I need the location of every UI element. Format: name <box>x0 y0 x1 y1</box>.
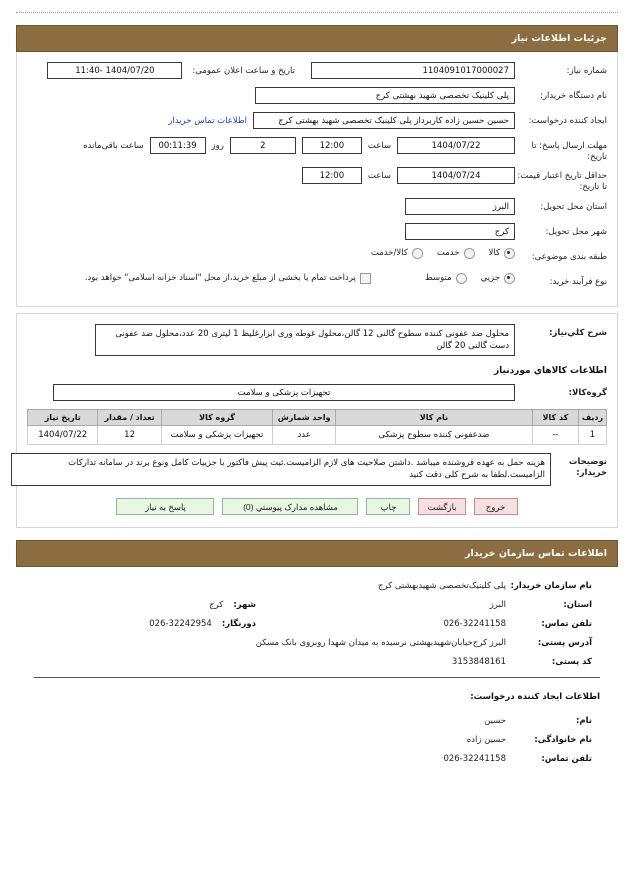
creator-field[interactable]: حسین حسین زاده کاربرداز پلی کلینیک تخصصی شهید بهشتی کرج <box>253 112 515 129</box>
row-goods-group <box>27 384 607 404</box>
action-button-bar <box>27 498 607 515</box>
buyer-contact-link[interactable]: اطلاعات تماس خریدار <box>168 115 247 126</box>
row-requester-firstname <box>42 716 592 726</box>
summary-label: شرح کلي‌نیاز: <box>549 327 607 338</box>
time-remaining-label: ساعت باقی‌مانده <box>83 140 144 151</box>
exit-button[interactable]: خروج <box>474 498 518 515</box>
category-option-label: کالا/خدمت <box>370 248 408 258</box>
cell-date: 1404/07/22 <box>28 426 98 445</box>
need-details-panel <box>16 52 618 307</box>
cell-group: تجهیزات پزشکی و سلامت <box>161 426 273 445</box>
col-header-unit: واحد شمارش <box>273 410 336 426</box>
cell-radif: 1 <box>578 426 606 445</box>
contact-divider <box>34 677 600 678</box>
process-option-motavaset[interactable] <box>425 273 467 284</box>
row-category <box>27 248 607 268</box>
answer-need-button[interactable]: پاسخ به نیاز <box>116 498 214 515</box>
radio-icon[interactable] <box>412 248 423 259</box>
table-row <box>28 426 607 445</box>
buyer-notes-label: توضیحات خریدار: <box>568 457 607 478</box>
back-button[interactable]: بازگشت <box>418 498 465 515</box>
price-validity-time-field[interactable]: 12:00 <box>302 167 362 184</box>
process-option-label: جزیي <box>480 273 500 283</box>
row-contact-address <box>42 638 592 648</box>
contact-fax-label: دورنگار: <box>221 618 256 629</box>
requester-lastname-label: نام خانوادگی: <box>534 734 592 745</box>
row-buyer-notes <box>27 453 607 486</box>
process-option-jozi[interactable] <box>481 273 515 284</box>
province-field[interactable]: البرز <box>405 198 515 215</box>
buyer-org-field[interactable]: پلی کلینیک تخصصی شهید بهشتی کرج <box>255 87 515 104</box>
contact-phone-label: تلفن تماس: <box>541 618 592 629</box>
row-need-number <box>27 62 607 82</box>
col-header-name: نام کالا <box>336 410 533 426</box>
requester-firstname-label: نام: <box>575 715 592 726</box>
category-option-kala[interactable] <box>489 248 515 259</box>
requester-phone-value: 026-32241158 <box>443 753 506 764</box>
process-label: نوع فرآیند خرید: <box>549 276 607 287</box>
province-label: استان محل تحویل: <box>540 201 607 212</box>
col-header-group: گروه کالا <box>161 410 273 426</box>
col-header-qty: تعداد / مقدار <box>98 410 161 426</box>
contact-address-value: البرز کرج‌خیابان‌شهید‌بهشتی نرسیده به میدان شهدا روبروی بانک مسکن <box>255 637 506 648</box>
col-header-code: کد کالا <box>532 410 578 426</box>
category-option-label: کالا <box>488 248 500 258</box>
goods-panel <box>16 313 618 528</box>
buyer-org-label: نام دستگاه خریدار: <box>540 91 607 101</box>
row-contact-phone-fax <box>42 619 592 629</box>
cell-name: ضدعفونی کننده سطوح پزشکی <box>336 426 533 445</box>
row-process-type <box>27 273 607 293</box>
buyer-contact-header: اطلاعات تماس سازمان خریدار <box>16 540 618 567</box>
contact-fax-value: 026-32242954 <box>149 618 212 629</box>
view-documents-button[interactable]: مشاهده مدارک پیوستي (0) <box>222 498 358 515</box>
category-label: طبقه بندی موضوعی: <box>531 251 607 262</box>
requester-lastname-value: حسین زاده <box>466 734 506 745</box>
goods-group-field[interactable]: تجهیزات پزشکی و سلامت <box>53 384 515 401</box>
cell-code: -- <box>532 426 578 445</box>
creator-label: ایجاد کننده درخواست: <box>528 116 607 126</box>
contact-postal-value: 3153848161 <box>451 656 506 667</box>
buyer-contact-block <box>16 581 618 667</box>
radio-icon[interactable] <box>504 248 515 259</box>
col-header-date: تاریخ نیاز <box>28 410 98 426</box>
treasury-checkbox-row[interactable] <box>85 273 371 284</box>
need-details-header: جزئیات اطلاعات نیاز <box>16 25 618 52</box>
radio-icon[interactable] <box>464 248 475 259</box>
row-city <box>27 223 607 243</box>
row-requester-lastname <box>42 735 592 745</box>
top-divider <box>16 12 618 13</box>
deadline-label: مهلت ارسال پاسخ: تا تاریخ: <box>531 141 607 162</box>
goods-table <box>27 409 607 445</box>
contact-org-value: پلی کلینیک‌تخصصی شهید‌بهشتی کرج <box>377 580 506 591</box>
row-price-validity <box>27 167 607 192</box>
announce-datetime-field[interactable]: 1404/07/20 -11:40 <box>47 62 182 79</box>
need-number-label: شماره نیاز: <box>566 66 607 76</box>
checkbox-icon[interactable] <box>360 273 371 284</box>
row-province <box>27 198 607 218</box>
row-contact-org <box>42 581 592 591</box>
contact-phone-value: 026-32241158 <box>443 618 506 629</box>
announce-label: تاریخ و ساعت اعلان عمومی: <box>192 65 295 76</box>
contact-province-label: استان: <box>563 599 592 610</box>
page-root <box>0 12 634 872</box>
goods-info-title: اطلاعات کالاهاي موردنیاز <box>493 366 607 377</box>
radio-icon[interactable] <box>456 273 467 284</box>
requester-firstname-value: حسین <box>484 715 506 726</box>
need-number-field[interactable]: 1104091017000027 <box>311 62 515 79</box>
row-contact-postal <box>42 657 592 667</box>
contact-postal-label: کد پستی: <box>551 656 592 667</box>
contact-city-value: کرج <box>209 599 224 610</box>
category-option-label: خدمت <box>436 248 460 258</box>
col-header-radif: ردیف <box>578 410 606 426</box>
category-option-kala-khedmat[interactable] <box>371 248 423 259</box>
contact-org-label: نام سازمان خریدار: <box>510 580 592 591</box>
process-option-label: متوسط <box>424 273 452 283</box>
buyer-notes-field[interactable]: هزینه حمل به عهده فروشنده میباشد .داشتن صلاحیت های لازم الزامیست.ثبت پیش فاکتور با جزییات کامل ونوع برند در سامانه تدارکات الزامیست.لطفا به شرح کلی دقت کنید <box>11 453 551 486</box>
price-validity-hour-label: ساعت <box>367 170 391 181</box>
treasury-checkbox-label: پرداخت تمام یا بخشی از مبلغ خرید،از محل "اسناد خزانه اسلامی" خواهد بود. <box>84 273 356 283</box>
row-summary <box>27 324 607 357</box>
row-buyer-org <box>27 87 607 107</box>
cell-qty: 12 <box>98 426 161 445</box>
print-button[interactable]: چاپ <box>366 498 410 515</box>
days-unit-label: روز <box>211 140 224 151</box>
row-requester-phone <box>42 754 592 764</box>
summary-field[interactable]: محلول ضد عفونی کننده سطوح گالنی 12 گالن،محلول غوطه وری ابزارغلیظ 1 لیتری 20 عدد،محلول ضد عفونی دست گالنی 20 گالن <box>95 324 515 357</box>
city-label: شهر محل تحویل: <box>545 226 607 237</box>
requester-info-title: اطلاعات ایجاد کننده درخواست: <box>470 691 600 702</box>
table-header-row <box>28 410 607 426</box>
contact-city-label: شهر: <box>233 599 256 610</box>
time-remaining-field[interactable]: 00:11:39 <box>150 137 206 154</box>
row-creator <box>27 112 607 132</box>
row-contact-province-city <box>42 600 592 610</box>
contact-province-value: البرز <box>489 599 506 610</box>
price-validity-label: حداقل تاریخ اعتبار قیمت: تا تاریخ: <box>517 171 607 192</box>
row-deadline <box>27 137 607 162</box>
deadline-date-field[interactable]: 1404/07/22 <box>397 137 515 154</box>
price-validity-date-field[interactable]: 1404/07/24 <box>397 167 515 184</box>
radio-icon[interactable] <box>504 273 515 284</box>
days-remaining-field[interactable]: 2 <box>230 137 296 154</box>
requester-phone-label: تلفن تماس: <box>541 753 592 764</box>
goods-group-label: گروه‌کالا: <box>568 388 607 399</box>
contact-address-label: آدرس پستی: <box>537 637 592 648</box>
category-option-khedmat[interactable] <box>437 248 475 259</box>
requester-block <box>16 716 618 764</box>
deadline-time-field[interactable]: 12:00 <box>302 137 362 154</box>
deadline-hour-label: ساعت <box>367 140 391 151</box>
city-field[interactable]: کرج <box>405 223 515 240</box>
cell-unit: عدد <box>273 426 336 445</box>
